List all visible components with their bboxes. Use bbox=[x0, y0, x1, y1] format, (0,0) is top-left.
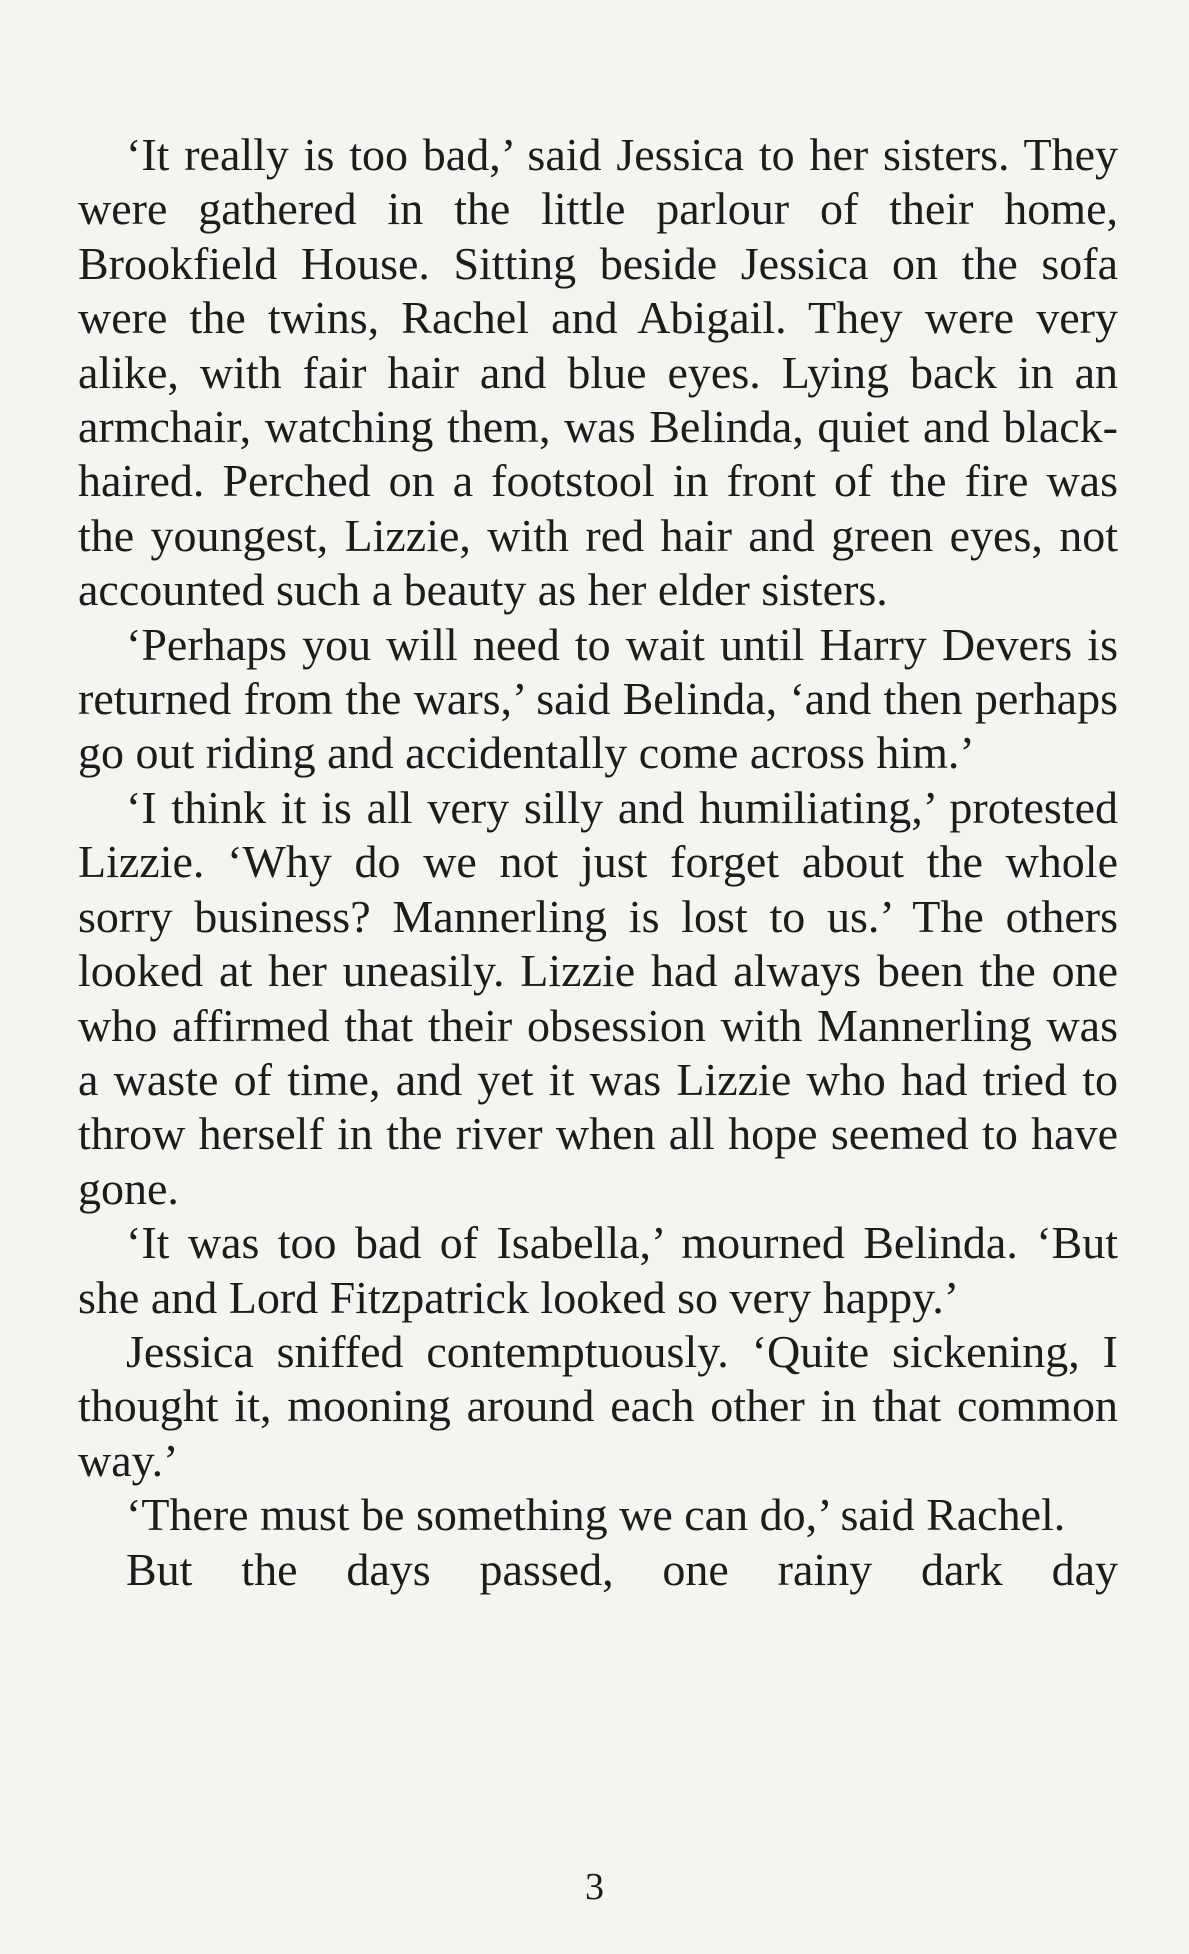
paragraph-3: ‘I think it is all very silly and humiliating,’ protested Lizzie. ‘Why do we not just forget about the whole sorry business? Mannerling is lost to us.’ The others looked at her uneasily. Lizzie had always been the one who affirmed that their obsession with Mannerling was a waste of time, and yet it was Lizzie who had tried to throw herself in the river when all hope seemed to have gone. bbox=[78, 781, 1118, 1214]
paragraph-1: ‘It really is too bad,’ said Jessica to her sisters. They were gathered in the little parlour of their home, Brookfield House. Sitting beside Jessica on the sofa were the twins, Rachel and Abigail. They were very alike, with fair hair and blue eyes. Lying back in an armchair, watching them, was Belinda, quiet and black-haired. Perched on a footstool in front of the fire was the youngest, Lizzie, with red hair and green eyes, not accounted such a beauty as her elder sisters. bbox=[78, 129, 1118, 616]
page-number: 3 bbox=[585, 1866, 604, 1908]
body-text bbox=[78, 128, 1118, 1597]
paragraph-7: But the days passed, one rainy dark day bbox=[126, 1543, 1118, 1595]
paragraph-2: ‘Perhaps you will need to wait until Harry Devers is returned from the wars,’ said Belinda, ‘and then perhaps go out riding and accidentally come across him.’ bbox=[78, 618, 1118, 779]
paragraph-4: ‘It was too bad of Isabella,’ mourned Belinda. ‘But she and Lord Fitzpatrick looked so very happy.’ bbox=[78, 1217, 1118, 1323]
paragraph-5: Jessica sniffed contemptuously. ‘Quite sickening, I thought it, mooning around each other in that common way.’ bbox=[78, 1325, 1118, 1486]
paragraph-6: ‘There must be something we can do,’ said Rachel. bbox=[126, 1489, 1066, 1541]
